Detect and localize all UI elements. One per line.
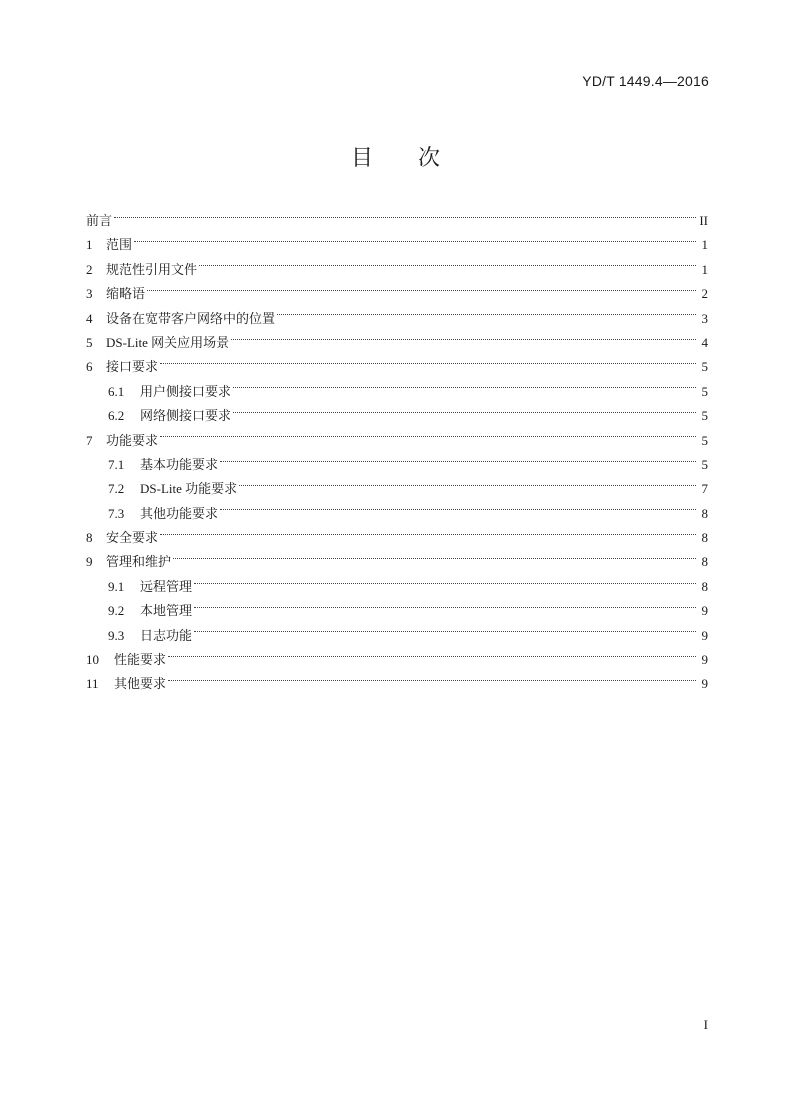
toc-entry-title: 性能要求 (114, 652, 167, 668)
dot-leader (160, 436, 696, 437)
title-char-1: 目 (350, 146, 374, 171)
dot-leader (147, 290, 696, 291)
toc-entry-page: 8 (701, 554, 708, 570)
toc-entry-number: 7.1 (108, 456, 125, 472)
toc-entry-number: 9.1 (108, 578, 125, 594)
dot-leader (168, 680, 696, 681)
dot-leader (194, 607, 696, 608)
dot-leader (114, 217, 696, 218)
toc-entry-number: 7.2 (108, 481, 125, 497)
toc-entry-number: 5 (86, 334, 93, 350)
toc-entry-number: 6.1 (108, 383, 125, 399)
toc-entry-page: 5 (701, 408, 708, 424)
footer-page-number: I (703, 1017, 708, 1032)
toc-entry[interactable] (86, 526, 708, 550)
toc-entry[interactable] (86, 355, 708, 379)
toc-entry[interactable] (86, 331, 708, 355)
toc-entry-number: 8 (86, 530, 93, 546)
toc-entry[interactable] (86, 380, 708, 404)
toc-entry-page: 1 (701, 261, 708, 277)
toc-entry-title: 安全要求 (106, 530, 159, 546)
standard-code-header: YD/T 1449.4—2016 (582, 73, 709, 89)
dot-leader (160, 534, 696, 535)
toc-entry-number: 9.2 (108, 603, 125, 619)
toc-entry-title: 接口要求 (106, 359, 159, 375)
toc-entry-number: 11 (86, 676, 99, 692)
toc-entry-title: 基本功能要求 (140, 456, 219, 472)
toc-entry-page: 9 (701, 676, 708, 692)
toc-entry[interactable] (86, 209, 708, 233)
toc-entry-page: 8 (701, 578, 708, 594)
dot-leader (199, 265, 696, 266)
dot-leader (231, 339, 696, 340)
toc-entry-title: 远程管理 (140, 578, 193, 594)
toc-entry-title: 规范性引用文件 (106, 261, 198, 277)
toc-entry-title: 缩略语 (106, 286, 146, 302)
toc-entry-page: II (699, 213, 708, 228)
toc-entry[interactable] (86, 404, 708, 428)
dot-leader (277, 314, 696, 315)
toc-entry-number: 4 (86, 310, 93, 326)
dot-leader (194, 583, 696, 584)
toc-entry-page: 5 (701, 432, 708, 448)
dot-leader (220, 461, 696, 462)
toc-entry-title: 范围 (106, 237, 133, 253)
toc-entry-number: 2 (86, 261, 93, 277)
toc-entry[interactable] (86, 307, 708, 331)
dot-leader (194, 631, 696, 632)
toc-entry-title: 用户侧接口要求 (140, 383, 232, 399)
toc-entry-number: 7.3 (108, 505, 125, 521)
toc-entry-title: 网络侧接口要求 (140, 408, 232, 424)
toc-entry[interactable] (86, 624, 708, 648)
toc-entry-number: 9 (86, 554, 93, 570)
title-char-2: 次 (418, 146, 442, 171)
toc-entry[interactable] (86, 599, 708, 623)
toc-entry-number: 9.3 (108, 627, 125, 643)
toc-entry-page: 9 (701, 627, 708, 643)
toc-entry-title: 设备在宽带客户网络中的位置 (106, 310, 276, 326)
toc-entry-page: 1 (701, 237, 708, 253)
dot-leader (134, 241, 696, 242)
dot-leader (160, 363, 696, 364)
toc-entry-title: 功能要求 (106, 432, 159, 448)
toc-entry-page: 9 (701, 603, 708, 619)
toc-entry-title: 日志功能 (140, 627, 193, 643)
page-title (0, 141, 792, 172)
dot-leader (168, 656, 696, 657)
toc-entry[interactable] (86, 575, 708, 599)
toc-entry-title: 其他要求 (114, 676, 167, 692)
toc-entry-page: 2 (701, 286, 708, 302)
toc-entry-number: 3 (86, 286, 93, 302)
toc-entry[interactable] (86, 233, 708, 257)
toc-entry-page: 3 (701, 310, 708, 326)
dot-leader (220, 509, 696, 510)
toc-entry-page: 4 (701, 334, 708, 350)
toc-entry-page: 8 (701, 530, 708, 546)
dot-leader (233, 412, 696, 413)
toc-entry-page: 5 (701, 456, 708, 472)
toc-entry-title: 管理和维护 (106, 554, 172, 570)
toc-entry-number: 1 (86, 237, 93, 253)
toc-entry-page: 5 (701, 359, 708, 375)
dot-leader (233, 387, 696, 388)
toc-entry[interactable] (86, 477, 708, 501)
toc-entry-number: 10 (86, 652, 99, 668)
toc-entry[interactable] (86, 502, 708, 526)
toc-entry-page: 8 (701, 505, 708, 521)
toc-entry[interactable] (86, 453, 708, 477)
toc-entry-title: 本地管理 (140, 603, 193, 619)
toc-entry-page: 9 (701, 652, 708, 668)
toc-entry-title: 其他功能要求 (140, 505, 219, 521)
toc-entry-title: DS-Lite 功能要求 (140, 481, 238, 497)
toc-entry-number: 6 (86, 359, 93, 375)
toc-entry[interactable] (86, 550, 708, 574)
toc-entry[interactable] (86, 258, 708, 282)
table-of-contents (86, 209, 708, 697)
toc-entry[interactable] (86, 282, 708, 306)
toc-entry-title: DS-Lite 网关应用场景 (106, 334, 230, 350)
toc-entry[interactable] (86, 672, 708, 696)
toc-entry-number: 6.2 (108, 408, 125, 424)
toc-entry-page: 5 (701, 383, 708, 399)
dot-leader (173, 558, 696, 559)
toc-entry[interactable] (86, 429, 708, 453)
dot-leader (239, 485, 696, 486)
toc-entry[interactable] (86, 648, 708, 672)
toc-entry-title: 前言 (86, 213, 113, 228)
toc-entry-number: 7 (86, 432, 93, 448)
toc-entry-page: 7 (701, 481, 708, 497)
